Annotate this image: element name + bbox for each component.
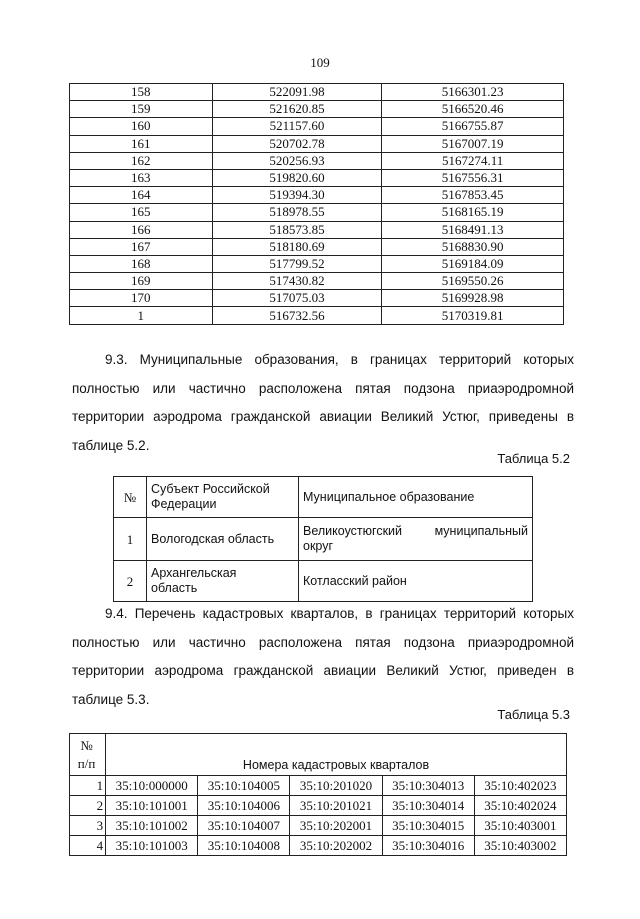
point-number-cell: 1 (70, 307, 213, 324)
row-subject (147, 561, 299, 602)
cadastral-code-cell: 35:10:402024 (474, 796, 566, 816)
municipal-table (113, 476, 533, 602)
section-9-4-paragraph (72, 600, 574, 714)
point-number-cell: 163 (70, 169, 213, 186)
header-municipality: Муниципальное образование (299, 477, 533, 518)
point-number-cell: 165 (70, 204, 213, 221)
cadastral-code-cell: 35:10:403001 (474, 816, 566, 836)
table-row (70, 255, 564, 272)
point-number-cell: 158 (70, 84, 213, 101)
row-num: 4 (70, 836, 106, 856)
y-coordinate-cell: 5167853.45 (382, 187, 564, 204)
cadastral-code-cell: 35:10:101003 (106, 836, 198, 856)
x-coordinate-cell: 518573.85 (212, 221, 382, 238)
cadastral-code-cell: 35:10:202002 (290, 836, 382, 856)
cadastral-code-cell: 35:10:202001 (290, 816, 382, 836)
y-coordinate-cell: 5166755.87 (382, 118, 564, 135)
cadastral-code-cell: 35:10:201020 (290, 776, 382, 796)
municipality-word-1: Великоустюгский (303, 524, 402, 538)
coordinates-table (69, 83, 564, 325)
x-coordinate-cell: 518978.55 (212, 204, 382, 221)
table-row (70, 135, 564, 152)
cadastral-code-cell: 35:10:101001 (106, 796, 198, 816)
table-row (70, 238, 564, 255)
cadastral-code-cell: 35:10:104005 (198, 776, 290, 796)
y-coordinate-cell: 5166301.23 (382, 84, 564, 101)
table-header-row (70, 734, 567, 776)
municipality-line-2: округ (303, 539, 334, 553)
row-num: 1 (70, 776, 106, 796)
table-row (70, 101, 564, 118)
table-row (70, 273, 564, 290)
header-title: Номера кадастровых кварталов (106, 734, 567, 776)
point-number-cell: 166 (70, 221, 213, 238)
cadastral-table (69, 733, 567, 856)
header-num-line1: № (80, 737, 93, 753)
table-row (70, 816, 567, 836)
row-num: 2 (70, 796, 106, 816)
table-row (70, 221, 564, 238)
y-coordinate-cell: 5168165.19 (382, 204, 564, 221)
y-coordinate-cell: 5168491.13 (382, 221, 564, 238)
subject-line-2: область (151, 581, 198, 595)
table-row (70, 118, 564, 135)
cadastral-code-cell: 35:10:104006 (198, 796, 290, 816)
header-subject (147, 477, 299, 518)
table-row (70, 290, 564, 307)
x-coordinate-cell: 521157.60 (212, 118, 382, 135)
header-num (70, 734, 106, 776)
point-number-cell: 170 (70, 290, 213, 307)
row-num: 3 (70, 816, 106, 836)
cadastral-code-cell: 35:10:201021 (290, 796, 382, 816)
y-coordinate-cell: 5170319.81 (382, 307, 564, 324)
row-municipality (299, 518, 533, 561)
header-num-line2: п/п (77, 755, 96, 771)
table-row (70, 776, 567, 796)
y-coordinate-cell: 5166520.46 (382, 101, 564, 118)
cadastral-code-cell: 35:10:402023 (474, 776, 566, 796)
section-9-3-text: 9.3. Муниципальные образования, в границах территорий которых полностью или частично расположена пятая подзона приаэродромной территории аэродрома гражданской авиации Великий Устюг, приведены в таблице 5.2. (72, 352, 574, 453)
table-5-2-caption: Таблица 5.2 (497, 451, 570, 466)
cadastral-code-cell: 35:10:101002 (106, 816, 198, 836)
table-header-row (114, 477, 533, 518)
header-num: № (114, 477, 147, 518)
cadastral-code-cell: 35:10:000000 (106, 776, 198, 796)
page-number: 109 (310, 55, 330, 70)
table-row (70, 169, 564, 186)
x-coordinate-cell: 517075.03 (212, 290, 382, 307)
cadastral-code-cell: 35:10:403002 (474, 836, 566, 856)
y-coordinate-cell: 5169928.98 (382, 290, 564, 307)
y-coordinate-cell: 5167556.31 (382, 169, 564, 186)
y-coordinate-cell: 5167274.11 (382, 152, 564, 169)
point-number-cell: 168 (70, 255, 213, 272)
point-number-cell: 164 (70, 187, 213, 204)
y-coordinate-cell: 5169550.26 (382, 273, 564, 290)
cadastral-code-cell: 35:10:104008 (198, 836, 290, 856)
table-row (70, 796, 567, 816)
table-row (70, 307, 564, 324)
section-9-4-text: 9.4. Перечень кадастровых кварталов, в границах территорий которых полностью или частично расположена пятая подзона приаэродромной территории аэродрома гражданской авиации Великий Устюг, приведен в таблице 5.3. (72, 606, 574, 707)
x-coordinate-cell: 516732.56 (212, 307, 382, 324)
row-num: 2 (114, 561, 147, 602)
row-municipality: Котласский район (299, 561, 533, 602)
table-row (114, 561, 533, 602)
y-coordinate-cell: 5168830.90 (382, 238, 564, 255)
row-num: 1 (114, 518, 147, 561)
row-subject: Вологодская область (147, 518, 299, 561)
x-coordinate-cell: 518180.69 (212, 238, 382, 255)
table-row (70, 204, 564, 221)
header-subject-line2: Федерации (151, 497, 217, 511)
x-coordinate-cell: 517430.82 (212, 273, 382, 290)
municipality-word-2: муниципальный (434, 524, 528, 538)
table-row (70, 187, 564, 204)
header-subject-line1: Субъект Российской (151, 482, 270, 496)
x-coordinate-cell: 519394.30 (212, 187, 382, 204)
x-coordinate-cell: 522091.98 (212, 84, 382, 101)
table-row (70, 84, 564, 101)
point-number-cell: 162 (70, 152, 213, 169)
point-number-cell: 169 (70, 273, 213, 290)
subject-line-1: Архангельская (151, 566, 237, 580)
point-number-cell: 160 (70, 118, 213, 135)
section-9-3-paragraph (72, 346, 574, 460)
point-number-cell: 159 (70, 101, 213, 118)
x-coordinate-cell: 520702.78 (212, 135, 382, 152)
x-coordinate-cell: 517799.52 (212, 255, 382, 272)
table-5-3-caption: Таблица 5.3 (497, 707, 570, 722)
point-number-cell: 167 (70, 238, 213, 255)
cadastral-code-cell: 35:10:304016 (382, 836, 474, 856)
x-coordinate-cell: 520256.93 (212, 152, 382, 169)
table-row (114, 518, 533, 561)
cadastral-code-cell: 35:10:304015 (382, 816, 474, 836)
table-row (70, 152, 564, 169)
cadastral-code-cell: 35:10:304013 (382, 776, 474, 796)
point-number-cell: 161 (70, 135, 213, 152)
y-coordinate-cell: 5169184.09 (382, 255, 564, 272)
cadastral-code-cell: 35:10:104007 (198, 816, 290, 836)
x-coordinate-cell: 521620.85 (212, 101, 382, 118)
y-coordinate-cell: 5167007.19 (382, 135, 564, 152)
x-coordinate-cell: 519820.60 (212, 169, 382, 186)
cadastral-code-cell: 35:10:304014 (382, 796, 474, 816)
table-row (70, 836, 567, 856)
